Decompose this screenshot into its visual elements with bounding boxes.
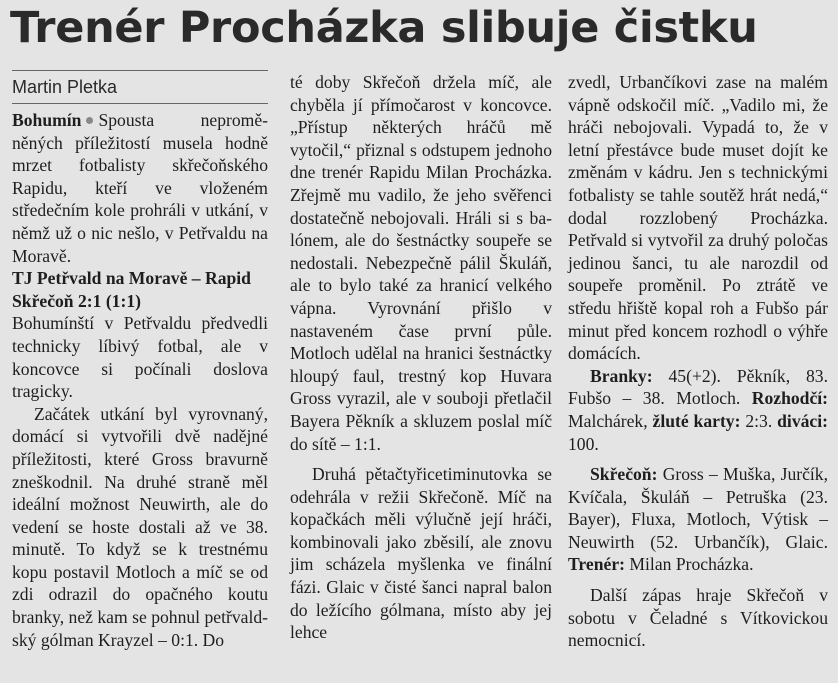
goals-text: 45(+2). Pěkník, 83. Fubšo – 38. Motloch.: [568, 365, 828, 409]
author-byline: Martin Pletka: [12, 70, 268, 101]
body-paragraph-2: Začátek utkání byl vyrovnaný, domácí si vytvořili dvě nadějné příležitosti, které Gross bravurně zneškodnil. Na druhé straně měl ideální možnost Neuwirth, ale do vedení se hoste dostali až ve 38. minutě. To když se k trestnému kopu postavil Motloch a míč se od zdi odrazil do opačného koutu branky, než kam se pohnul petřvaldský gólman Krayzel – 0:1. Do: [12, 403, 268, 650]
lead-paragraph: [12, 109, 268, 267]
lead-text: Spousta neproměněných příležitostí musela hodně mrzet fotbalisty skřečoňského Rapidu, kteří ve vloženém středečním kole prohráli v utkání, v němž už o nic nešlo, v Petřvaldu na Moravě.: [12, 110, 268, 266]
next-match: Další zápas hraje Skřečoň v sobotu v Čeladné s Vítkovickou nemocnicí.: [568, 585, 828, 651]
body-paragraph-1: Bohumínští v Petřvaldu předvedli technicky líbivý fotbal, ale v koncovce si počínali doslova tragicky.: [12, 313, 268, 402]
byline-divider: [12, 103, 268, 104]
spectators-text: 100.: [568, 433, 599, 454]
match-heading: TJ Petřvald na Moravě – Rapid Skřečoň 2:1 (1:1): [12, 268, 251, 311]
cards-text: 2:3.: [740, 410, 778, 431]
referee-label: Rozhodčí:: [751, 388, 828, 409]
team-lineup: [568, 463, 828, 576]
body-paragraph-2-cont: té doby Skřečoň držela míč, ale chyběla jí přímočarost v koncovce. „Přístup některých hráčů mě vytočil,“ přiznal s odstupem jednoho dne trenér Rapidu Milan Procházka. Zřejmě mu vadilo, že jeho svěřenci dostatečně nebojovali. Hráli si s balónem, ale do šestnáctky soupeře se nedostali. Nebezpečně pálil Škuláň, ale to bylo také za hranicí velkého vápna. Vyrovnání přišlo v nastaveném čase první půle. Motloch udělal na hranici šestnáctky hloupý faul, trestný kop Huvara Gross vyrazil, ale v souboji přetlačil Bayera Pěkník a skluzem poslal míč do sítě – 1:1.: [290, 72, 552, 454]
article-column-3: [568, 71, 828, 652]
dateline: Bohumín: [12, 110, 82, 130]
coach-label: Trenér:: [568, 554, 625, 575]
coach-text: Milan Procházka.: [625, 554, 754, 575]
players-text: Gross – Muška, Jurčík, Kvíčala, Škuláň – Petruška (23. Bayer), Fluxa, Motloch, Výtisk – Neuwirth (52. Urbančík), Glaic.: [568, 464, 828, 552]
body-paragraph-3-cont: zvedl, Urbančíkovi zase na malém vápně odskočil míč. „Vadilo mi, že hráči nebojovali. Vypadá to, že v letní přestávce bude muset dojít ke změnám v kádru. Jen s technickými fotbalisty se tahle soutěž hrát nedá,“ dodal rozzlobený Procházka. Petřvald si vytvořil za druhý poločas jedinou šanci, tu ale narozdil od soupeře proměnil. Po ztrátě ve středu hřiště kopal roh a Fubšo pár minut před koncem rozhodl o výhře domácích.: [568, 72, 828, 364]
cards-label: žluté karty:: [652, 410, 741, 431]
body-paragraph-3: Druhá pětačtyřicetiminutovka se odehrála v režii Skřečoně. Míč na kopačkách měli výlučně její hráči, kombinovali jako zběsilí, ale znovu jim scházela myšlenka ve finální fázi. Glaic v čisté šanci napral balon do ležícího gólmana, místo aby jej lehce: [290, 464, 552, 643]
spectators-label: diváci:: [777, 410, 828, 431]
referee-text: Malchárek,: [568, 410, 653, 431]
headline: Trenér Procházka slibuje čistku: [10, 3, 758, 53]
article-column-1: [12, 70, 268, 651]
team-label: Skřečoň:: [590, 464, 658, 485]
bullet-icon: [86, 117, 93, 124]
match-stats: [568, 365, 828, 455]
goals-label: Branky:: [590, 365, 653, 386]
article-column-2: [290, 71, 552, 644]
